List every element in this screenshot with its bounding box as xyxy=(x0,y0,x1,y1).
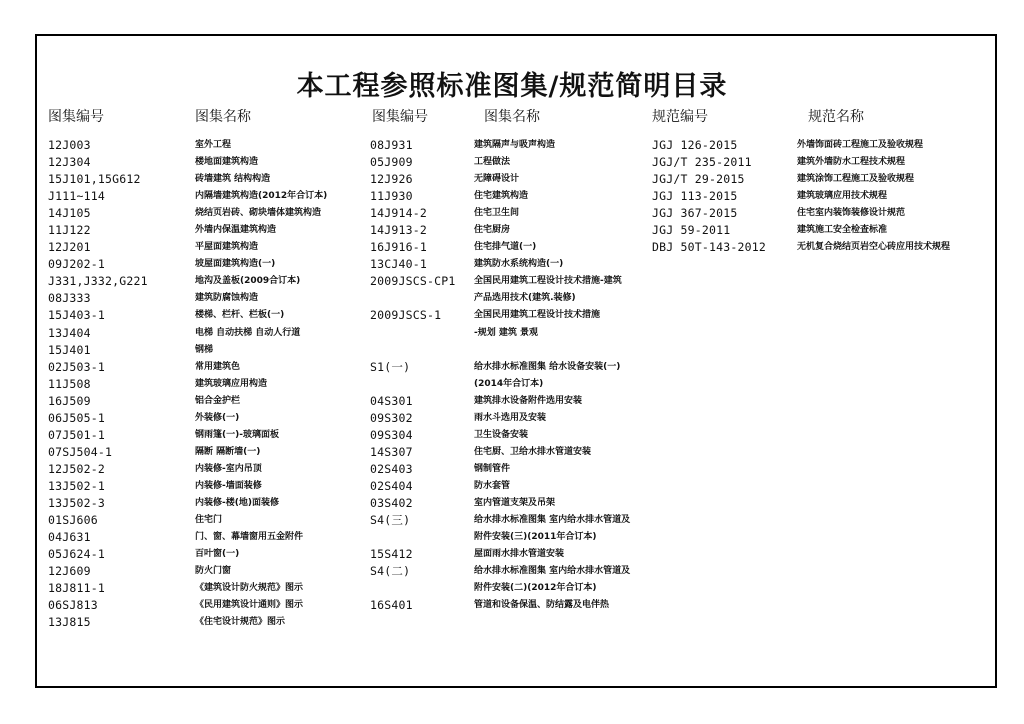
table-cell-name: 隔断 隔断墙(一) xyxy=(195,446,261,457)
table-cell-name: 烧结页岩砖、砌块墙体建筑构造 xyxy=(195,208,322,219)
table-cell-name: 楼地面建筑构造 xyxy=(195,157,259,168)
table-cell-code xyxy=(370,376,455,393)
table-cell-code: 15J403-1 xyxy=(48,308,105,323)
table-cell-name: 钢梯 xyxy=(195,344,214,355)
table-cell-code: 05J624-1 xyxy=(48,547,105,562)
table-cell-name: 建筑外墙防水工程技术规程 xyxy=(797,157,906,168)
table-cell-name: 外装修(一) xyxy=(195,412,240,423)
table-cell-code: 03S402 xyxy=(370,495,413,510)
table-cell-name: 铝合金护栏 xyxy=(195,395,241,406)
table-cell-code: JGJ/T 235-2011 xyxy=(652,155,752,170)
header-standard-name: 规范名称 xyxy=(808,109,864,125)
table-cell-name: 雨水斗选用及安装 xyxy=(474,412,547,423)
table-cell-code: J331,J332,G221 xyxy=(48,274,148,289)
table-cell-name: 外墙内保温建筑构造 xyxy=(195,225,277,236)
header-atlas-code-2: 图集编号 xyxy=(372,109,428,125)
table-cell-code xyxy=(370,580,455,597)
header-atlas-code-1: 图集编号 xyxy=(48,109,104,125)
table-cell-name: 建筑排水设备附件选用安装 xyxy=(474,395,583,406)
table-cell-name: 钢雨篷(一)-玻璃面板 xyxy=(195,429,279,440)
header-standard-code: 规范编号 xyxy=(652,109,708,125)
table-cell-code: 04S301 xyxy=(370,393,413,408)
table-cell-code: 09S302 xyxy=(370,410,413,425)
atlas-name-column-1 xyxy=(195,137,327,631)
table-cell-code: JGJ 113-2015 xyxy=(652,189,738,204)
table-cell-name xyxy=(474,342,630,359)
table-cell-code: 16J509 xyxy=(48,393,91,408)
table-cell-code: 02S403 xyxy=(370,461,413,476)
table-cell-code: 14J105 xyxy=(48,206,91,221)
table-cell-code: S4(三) xyxy=(370,513,411,528)
table-cell-name: 住宅厨房 xyxy=(474,225,511,236)
table-cell-code: 13J502-3 xyxy=(48,495,105,510)
table-cell-code xyxy=(370,325,455,342)
table-cell-name: 内装修-楼(地)面装修 xyxy=(195,497,279,508)
table-cell-name: 附件安装(二)(2012年合订本) xyxy=(474,583,597,594)
table-cell-name: 室内管道支架及吊架 xyxy=(474,497,556,508)
page-title: 本工程参照标准图集/规范简明目录 xyxy=(296,71,728,102)
table-cell-name: 建筑防水系统构造(一) xyxy=(474,259,564,270)
table-cell-code: JGJ/T 29-2015 xyxy=(652,172,745,187)
table-cell-code: 14S307 xyxy=(370,444,413,459)
table-cell-name: 建筑玻璃应用构造 xyxy=(195,378,268,389)
table-cell-name: 防火门窗 xyxy=(195,566,232,577)
table-cell-name: 内隔墙建筑构造(2012年合订本) xyxy=(195,191,328,202)
atlas-name-column-2 xyxy=(474,137,630,614)
table-cell-name: 全国民用建筑工程设计技术措施-建筑 xyxy=(474,276,622,287)
atlas-code-column-2 xyxy=(370,137,455,614)
table-cell-code: 12J926 xyxy=(370,172,413,187)
standard-name-column xyxy=(797,137,950,256)
table-cell-name: 防水套管 xyxy=(474,480,511,491)
table-cell-name: 工程做法 xyxy=(474,157,511,168)
table-cell-name: 住宅门 xyxy=(195,515,223,526)
table-cell-code: 14J913-2 xyxy=(370,223,427,238)
table-cell-code: 06SJ813 xyxy=(48,598,98,613)
table-cell-code: 11J122 xyxy=(48,223,91,238)
table-cell-code: 15J101,15G612 xyxy=(48,172,141,187)
table-cell-code: J111~114 xyxy=(48,189,105,204)
table-cell-code: JGJ 126-2015 xyxy=(652,138,738,152)
table-cell-code: 13J502-1 xyxy=(48,478,105,493)
table-cell-code xyxy=(370,342,455,359)
table-cell-name: 《民用建筑设计通则》图示 xyxy=(195,600,304,611)
table-cell-name: 常用建筑色 xyxy=(195,361,241,372)
table-cell-name: 《住宅设计规范》图示 xyxy=(195,617,286,628)
table-cell-code: S1(一) xyxy=(370,359,411,374)
table-cell-name: 百叶窗(一) xyxy=(195,549,240,560)
table-cell-code: 11J930 xyxy=(370,189,413,204)
table-cell-code: 13CJ40-1 xyxy=(370,257,427,272)
atlas-code-column-1 xyxy=(48,137,148,631)
table-cell-name: 室外工程 xyxy=(195,140,232,150)
table-cell-code: 18J811-1 xyxy=(48,581,105,596)
table-cell-name: 附件安装(三)(2011年合订本) xyxy=(474,532,597,543)
table-cell-name: 平屋面建筑构造 xyxy=(195,242,259,253)
table-cell-code: 11J508 xyxy=(48,376,91,391)
table-cell-code: 14J914-2 xyxy=(370,206,427,221)
table-cell-code: JGJ 367-2015 xyxy=(652,206,738,221)
table-cell-name: 建筑涂饰工程施工及验收规程 xyxy=(797,174,915,185)
table-cell-code: 12J609 xyxy=(48,564,91,579)
table-cell-code: S4(二) xyxy=(370,564,411,579)
table-cell-name: 电梯 自动扶梯 自动人行道 xyxy=(195,327,301,338)
table-cell-name: 建筑施工安全检查标准 xyxy=(797,225,888,236)
table-cell-code: 09J202-1 xyxy=(48,257,105,272)
table-cell-code: 12J201 xyxy=(48,240,91,255)
table-cell-code xyxy=(370,290,455,307)
table-cell-name: 无障碍设计 xyxy=(474,174,520,185)
table-cell-code: 16J916-1 xyxy=(370,240,427,255)
table-cell-code: 13J404 xyxy=(48,325,91,340)
table-cell-name: (2014年合订本) xyxy=(474,378,544,389)
table-cell-name: 住宅厨、卫给水排水管道安装 xyxy=(474,446,592,457)
table-cell-code: 15J401 xyxy=(48,342,91,357)
table-cell-name: 给水排水标准图集 给水设备安装(一) xyxy=(474,361,621,372)
table-cell-name: 门、窗、幕墙窗用五金附件 xyxy=(195,532,304,543)
table-cell-name: 住宅排气道(一) xyxy=(474,242,537,253)
table-cell-name: 屋面雨水排水管道安装 xyxy=(474,549,565,560)
table-cell-name: 全国民用建筑工程设计技术措施 xyxy=(474,310,601,321)
table-cell-name: 住宅卫生间 xyxy=(474,208,520,219)
table-cell-code: 07SJ504-1 xyxy=(48,444,113,459)
table-cell-code: 04J631 xyxy=(48,530,91,545)
table-cell-code: 07J501-1 xyxy=(48,427,105,442)
table-cell-code: 2009JSCS-CP1 xyxy=(370,274,456,289)
table-cell-name: 卫生设备安装 xyxy=(474,429,529,440)
table-cell-code: 01SJ606 xyxy=(48,513,98,528)
table-cell-code: DBJ 50T-143-2012 xyxy=(652,240,766,255)
table-cell-code: 13J815 xyxy=(48,615,91,630)
table-cell-name: 砖墙建筑 结构构造 xyxy=(195,174,271,185)
table-cell-code xyxy=(370,529,455,546)
table-cell-code: 08J931 xyxy=(370,138,413,152)
table-cell-name: 给水排水标准图集 室内给水排水管道及 xyxy=(474,566,631,577)
table-cell-name: 产品选用技术(建筑.装修) xyxy=(474,293,576,304)
table-cell-name: 钢制管件 xyxy=(474,463,511,474)
table-cell-name: 地沟及盖板(2009合订本) xyxy=(195,276,301,287)
table-cell-name: 建筑防腐蚀构造 xyxy=(195,293,259,304)
table-cell-name: 给水排水标准图集 室内给水排水管道及 xyxy=(474,515,631,526)
table-cell-name: 《建筑设计防火规范》图示 xyxy=(195,583,304,594)
table-cell-name: 外墙饰面砖工程施工及验收规程 xyxy=(797,140,924,150)
table-cell-code: 15S412 xyxy=(370,547,413,562)
table-cell-name: 楼梯、栏杆、栏板(一) xyxy=(195,310,285,321)
table-cell-name: 内装修-室内吊顶 xyxy=(195,463,262,474)
table-cell-code: 05J909 xyxy=(370,155,413,170)
table-cell-name: 坡屋面建筑构造(一) xyxy=(195,259,276,270)
table-cell-code: 02J503-1 xyxy=(48,359,105,374)
table-cell-name: 住宅建筑构造 xyxy=(474,191,529,202)
header-atlas-name-2: 图集名称 xyxy=(484,109,540,125)
table-cell-name: 住宅室内装饰装修设计规范 xyxy=(797,208,906,219)
standard-code-column xyxy=(652,137,766,256)
table-cell-code: 06J505-1 xyxy=(48,410,105,425)
table-cell-name: 内装修-墙面装修 xyxy=(195,480,262,491)
table-cell-name: 无机复合烧结页岩空心砖应用技术规程 xyxy=(797,242,951,253)
table-cell-code: 16S401 xyxy=(370,598,413,613)
table-cell-code: 2009JSCS-1 xyxy=(370,308,442,323)
table-cell-code: 12J003 xyxy=(48,138,91,152)
table-cell-name: 建筑玻璃应用技术规程 xyxy=(797,191,888,202)
table-cell-code: 02S404 xyxy=(370,478,413,493)
header-atlas-name-1: 图集名称 xyxy=(195,109,251,125)
table-cell-name: 管道和设备保温、防结露及电伴热 xyxy=(474,600,610,611)
table-cell-code: 09S304 xyxy=(370,427,413,442)
table-cell-name: -规划 建筑 景观 xyxy=(474,327,539,338)
table-cell-code: 12J304 xyxy=(48,155,91,170)
table-cell-name: 建筑隔声与吸声构造 xyxy=(474,140,556,150)
table-cell-code: 08J333 xyxy=(48,291,91,306)
table-cell-code: JGJ 59-2011 xyxy=(652,223,731,238)
table-cell-code: 12J502-2 xyxy=(48,461,105,476)
